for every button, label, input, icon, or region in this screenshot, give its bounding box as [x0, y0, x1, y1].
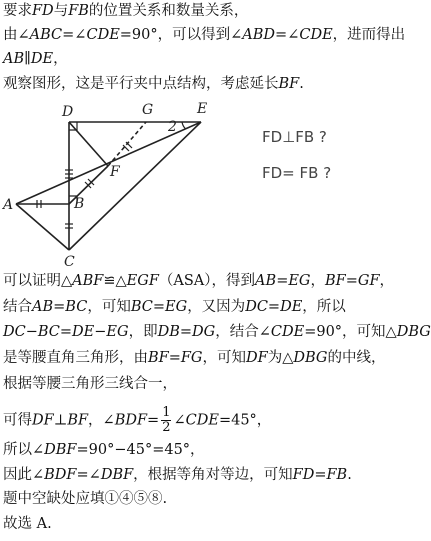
text-segment: =: [152, 299, 166, 315]
math-segment-fd: FD: [292, 467, 315, 483]
segment-ac: [16, 204, 69, 250]
vertex-label-b: B: [74, 196, 85, 212]
text-segment: 根据等腰三角形三线合一，: [3, 376, 177, 392]
text-line-5: [3, 273, 394, 290]
text-line-1: [3, 3, 248, 20]
text-segment: ，: [379, 273, 395, 289]
fraction-one-half: [161, 406, 171, 435]
math-segment-dg: DG: [192, 324, 216, 340]
text-segment: ∠: [173, 412, 186, 429]
text-segment: 可以证明△: [3, 273, 73, 289]
math-segment-bf: BF: [67, 412, 89, 429]
text-line-9: [3, 376, 177, 393]
text-segment: =45°，: [218, 412, 272, 429]
math-segment-de: DE: [30, 51, 54, 67]
angle-arc-e: [182, 122, 186, 129]
text-segment: =: [314, 467, 327, 483]
text-segment: =: [53, 299, 66, 315]
math-angle-cde: CDE: [185, 412, 219, 429]
text-line-10: [3, 406, 271, 435]
text-segment: ，: [53, 51, 68, 67]
math-segment-fb: FB: [326, 467, 348, 483]
math-triangle-egf: EGF: [126, 273, 159, 289]
math-angle-cde: CDE: [299, 27, 333, 43]
text-line-8: [3, 350, 386, 367]
math-segment-fg: FG: [180, 350, 203, 366]
angle-label-2: 2: [168, 119, 177, 135]
text-segment: ≌△: [103, 273, 127, 289]
text-segment: 是等腰直角三角形，由: [3, 350, 148, 366]
text-line-6: [3, 299, 346, 316]
math-triangle-dbg: DBG: [293, 350, 328, 366]
math-segment-de: DE: [280, 299, 303, 315]
text-segment: =∠: [275, 27, 300, 43]
math-segment-df: DF: [246, 350, 268, 366]
math-angle-abc: ABC: [29, 27, 63, 43]
text-segment: =∠: [62, 27, 87, 43]
vertex-label-g: G: [142, 102, 154, 118]
math-segment-gf: GF: [357, 273, 380, 289]
text-segment: =: [179, 324, 193, 340]
text-segment: 要求: [3, 3, 32, 19]
math-segment-ab: AB: [255, 273, 277, 289]
math-segment-db: DB: [157, 324, 180, 340]
geometry-figure: [0, 96, 370, 268]
text-segment: =: [276, 273, 289, 289]
text-line-7: [3, 324, 431, 341]
handwritten-note-perpendicular: FD⊥FB ?: [262, 128, 327, 146]
text-segment: =90°−45°=45°，: [76, 442, 205, 458]
math-expression: DC−BC=DE−EG: [3, 324, 129, 340]
text-segment: .: [299, 76, 304, 92]
text-segment: ，所以: [302, 299, 346, 315]
text-segment: =∠: [76, 467, 101, 483]
math-angle-dbf: DBF: [44, 442, 77, 458]
text-segment: =: [168, 350, 181, 366]
math-triangle-dbg: DBG: [396, 324, 431, 340]
math-segment-df: DF: [32, 412, 54, 429]
text-line-4: [3, 76, 304, 93]
math-triangle-abf: ABF: [72, 273, 104, 289]
math-angle-cde: CDE: [270, 324, 305, 340]
text-segment: 可得: [3, 412, 32, 429]
math-segment-bc: BC: [130, 299, 153, 315]
text-line-13: [3, 491, 167, 508]
text-segment: ，进而得出: [332, 27, 406, 43]
text-segment: =90°，可以得到∠: [119, 27, 243, 43]
math-segment-bf: BF: [278, 76, 300, 92]
math-segment-ab: AB: [32, 299, 54, 315]
text-segment: ，∠: [88, 412, 115, 429]
math-segment-bf: BF: [325, 273, 346, 289]
text-segment: =90°，可知△: [304, 324, 397, 340]
text-segment: 为△: [267, 350, 294, 366]
figure-lines: [16, 122, 201, 250]
final-answer-line: 故选 A.: [3, 516, 52, 532]
text-line-12: [3, 467, 352, 484]
perpendicular-symbol: ⊥: [53, 412, 68, 429]
answer-blanks-line: 题中空缺处应填①④⑤⑧.: [3, 491, 168, 507]
vertex-label-a: A: [3, 197, 14, 213]
text-segment: 与: [53, 3, 69, 19]
math-segment-ab: AB: [3, 51, 25, 67]
text-line-14: [3, 516, 52, 533]
parallel-symbol: ∥: [24, 51, 31, 67]
text-segment: （ASA），得到: [158, 273, 256, 289]
text-line-2: [3, 27, 405, 44]
text-segment: 由∠: [3, 27, 30, 43]
fraction-numerator: 1: [162, 405, 171, 420]
vertex-label-e: E: [197, 101, 208, 117]
text-segment: ，: [310, 273, 326, 289]
segment-fg-dashed: [108, 122, 146, 166]
math-segment-dc: DC: [245, 299, 268, 315]
handwritten-note-equal: FD= FB ?: [262, 164, 332, 182]
text-segment: ，可知: [87, 299, 131, 315]
math-segment-fd: FD: [32, 3, 54, 19]
math-angle-bdf: BDF: [44, 467, 77, 483]
math-segment-eg: EG: [288, 273, 311, 289]
text-segment: ，又因为: [187, 299, 246, 315]
math-segment-bc: BC: [65, 299, 88, 315]
text-segment: 因此∠: [3, 467, 45, 483]
vertex-label-c: C: [64, 254, 75, 270]
segment-df: [69, 122, 108, 166]
fraction-denominator: 2: [162, 420, 171, 435]
math-segment-fb: FB: [68, 3, 89, 19]
math-angle-dbf: DBF: [100, 467, 134, 483]
vertex-label-d: D: [62, 104, 74, 120]
vertex-label-f: F: [110, 164, 120, 180]
math-angle-abd: ABD: [242, 27, 276, 43]
text-segment: 所以∠: [3, 442, 45, 458]
math-angle-cde: CDE: [86, 27, 120, 43]
text-line-11: [3, 442, 205, 459]
math-segment-eg: EG: [165, 299, 188, 315]
text-segment: ，根据等角对等边，可知: [133, 467, 293, 483]
text-segment: =: [147, 412, 160, 429]
text-segment: ，可知: [202, 350, 247, 366]
math-angle-bdf: BDF: [114, 412, 148, 429]
text-segment: 结合: [3, 299, 32, 315]
text-line-3: [3, 51, 68, 68]
text-segment: 的中线，: [327, 350, 386, 366]
text-segment: .: [347, 467, 352, 483]
text-segment: 的位置关系和数量关系，: [88, 3, 249, 19]
text-segment: ，即: [128, 324, 158, 340]
text-segment: 观察图形，这是平行夹中点结构，考虑延长: [3, 76, 279, 92]
text-segment: =: [267, 299, 281, 315]
text-segment: =: [345, 273, 358, 289]
text-segment: ，结合∠: [215, 324, 271, 340]
math-segment-bf: BF: [148, 350, 169, 366]
